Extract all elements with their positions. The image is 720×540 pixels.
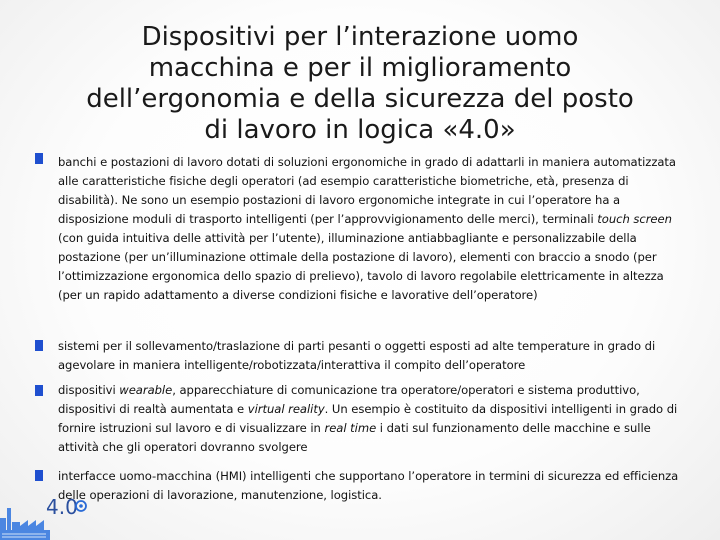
bullet-italic-term: virtual reality bbox=[247, 402, 325, 416]
bullet-item bbox=[58, 337, 686, 375]
bullet-square-icon bbox=[35, 153, 43, 164]
logo-label: 4.0 bbox=[46, 495, 78, 519]
title-line: macchina e per il miglioramento bbox=[148, 53, 572, 83]
bullet-text-run: (con guida intuitiva delle attività per l’utente), illuminazione antiabbagliante e personalizzabile della postazione (per un’illuminazione ottimale della postazione di lavoro), elementi con braccio a snodo (per l’ottimizzazione ergonomica dello spazio di prelievo), tavolo di lavoro regolabile elettricamente in altezza (per un rapido adattamento a diverse condizioni fisiche e lavorative dell’operatore) bbox=[58, 231, 664, 302]
bullet-square-icon bbox=[35, 385, 43, 396]
bullet-italic-term: wearable bbox=[119, 383, 173, 397]
bullet-text-run: dispositivi bbox=[58, 383, 120, 397]
title-line: di lavoro in logica «4.0» bbox=[204, 115, 516, 145]
bullet-italic-term: touch screen bbox=[597, 212, 672, 226]
bullet-text-run: i dati sul funzionamento delle macchine e sulle attività che gli operatori dovranno svolgere bbox=[58, 421, 651, 454]
bullet-item bbox=[58, 467, 686, 505]
bullet-text-run: sistemi per il sollevamento/traslazione di parti pesanti o oggetti esposti ad alte temperature in grado di agevolare in maniera intelligente/robotizzata/interattiva il compito dell’operatore bbox=[58, 339, 656, 372]
bullet-text-run: interfacce uomo-macchina (HMI) intelligenti che supportano l’operatore in termini di sicurezza ed efficienza delle operazioni di lavorazione, manutenzione, logistica. bbox=[58, 469, 679, 502]
industry-4-0-logo bbox=[0, 486, 90, 540]
bullet-text-run: , apparecchiature di comunicazione tra operatore/operatori e sistema produttivo, dispositivi di realtà aumentata e bbox=[58, 383, 640, 416]
bullet-text-run: . Un esempio è costituito da dispositivi intelligenti in grado di fornire istruzioni sul lavoro e di visualizzare in bbox=[58, 402, 678, 435]
title-line: dell’ergonomia e della sicurezza del posto bbox=[86, 84, 634, 114]
bullet-square-icon bbox=[35, 340, 43, 351]
bullet-item bbox=[58, 381, 686, 457]
bullet-text-run: banchi e postazioni di lavoro dotati di soluzioni ergonomiche in grado di adattarli in maniera automatizzata alle caratteristiche fisiche degli operatori (ad esempio caratteristiche biometriche, età, presenza di disabilità). Ne sono un esempio postazioni di lavoro ergonomiche integrate in cui l’operatore ha a disposizione moduli di trasporto intelligenti (per l’approvvigionamento delle merci), terminali bbox=[58, 155, 676, 226]
bullet-item bbox=[58, 153, 686, 305]
title-line: Dispositivi per l’interazione uomo bbox=[141, 22, 579, 52]
bullet-square-icon bbox=[35, 470, 43, 481]
bullet-italic-term: real time bbox=[324, 421, 377, 435]
